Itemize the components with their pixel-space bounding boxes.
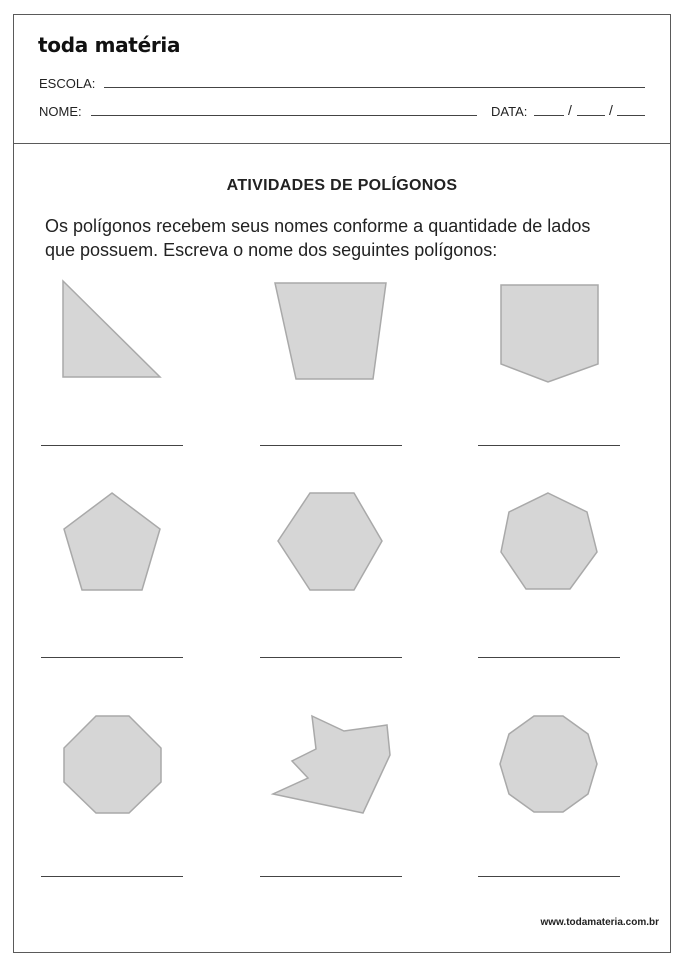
date-separator: / [568, 102, 572, 118]
date-label: DATA: [491, 104, 528, 119]
answer-line[interactable] [41, 876, 183, 877]
instruction-line: Os polígonos recebem seus nomes conforme a quantidade de lados [45, 216, 591, 236]
irregular-polygon-figure [273, 716, 390, 813]
answer-line[interactable] [41, 445, 183, 446]
trapezoid-figure [275, 283, 386, 379]
triangle-figure [63, 281, 160, 377]
answer-line[interactable] [260, 657, 402, 658]
instruction-line: que possuem. Escreva o nome dos seguintes polígonos: [45, 240, 498, 260]
answer-line[interactable] [478, 657, 620, 658]
school-label: ESCOLA: [39, 76, 96, 91]
answer-line[interactable] [41, 657, 183, 658]
logo: toda matéria [38, 33, 181, 57]
pentagon-figure [64, 493, 160, 590]
heptagon-figure [501, 493, 597, 589]
decagon-figure [500, 716, 597, 812]
date-separator: / [609, 102, 613, 118]
footer-url: www.todamateria.com.br [540, 917, 659, 928]
answer-line[interactable] [478, 445, 620, 446]
answer-line[interactable] [260, 445, 402, 446]
answer-line[interactable] [478, 876, 620, 877]
hexagon-figure [278, 493, 382, 590]
worksheet-title: ATIVIDADES DE POLÍGONOS [226, 177, 458, 194]
name-label: NOME: [39, 104, 82, 119]
octagon-figure [64, 716, 161, 813]
pentagon-shield-figure [501, 285, 598, 382]
answer-line[interactable] [260, 876, 402, 877]
